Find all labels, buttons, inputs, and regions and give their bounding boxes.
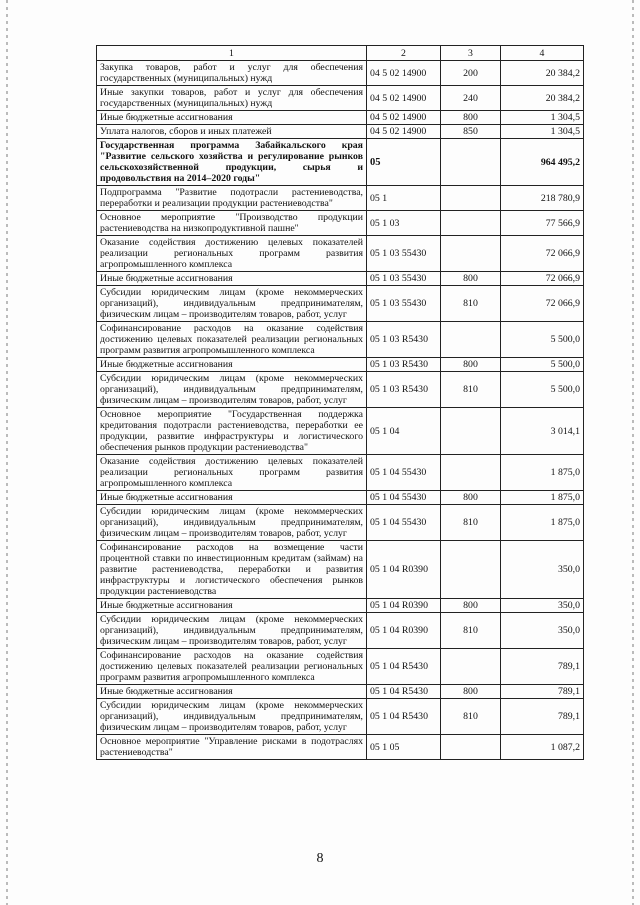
table-row	[97, 139, 584, 186]
row-type-cell: 200	[441, 61, 501, 86]
table-row	[97, 86, 584, 111]
row-name-cell: Иные бюджетные ассигнования	[97, 272, 367, 286]
row-type-cell: 800	[441, 491, 501, 505]
row-type-cell	[441, 139, 501, 186]
row-type-cell	[441, 649, 501, 685]
row-sum-cell: 72 066,9	[501, 272, 584, 286]
row-code-cell: 05 1 04 R0390	[367, 613, 441, 649]
scan-edge-right	[632, 0, 634, 905]
row-name-cell: Оказание содействия достижению целевых показателей реализации региональных программ развития агропромышленного комплекса	[97, 455, 367, 491]
row-sum-cell: 350,0	[501, 599, 584, 613]
table-row	[97, 649, 584, 685]
table-header-row	[97, 46, 584, 61]
row-code-cell: 05 1	[367, 186, 441, 211]
row-code-cell: 05 1 03 R5430	[367, 358, 441, 372]
row-code-cell: 05 1 04 R5430	[367, 649, 441, 685]
row-name-cell: Основное мероприятие "Государственная поддержка кредитования подотрасли растениеводства, переработки ее продукции, развитие инфраструктуры и логистического обеспечения рынков продукции растениеводства"	[97, 408, 367, 455]
table-row	[97, 455, 584, 491]
row-sum-cell: 72 066,9	[501, 236, 584, 272]
row-type-cell	[441, 211, 501, 236]
scan-edge-left	[6, 0, 8, 905]
row-type-cell: 800	[441, 358, 501, 372]
row-sum-cell: 1 875,0	[501, 455, 584, 491]
row-code-cell: 05 1 03 55430	[367, 272, 441, 286]
table-row	[97, 322, 584, 358]
table-body	[97, 61, 584, 760]
row-name-cell: Иные бюджетные ассигнования	[97, 685, 367, 699]
table-row	[97, 613, 584, 649]
row-type-cell: 850	[441, 125, 501, 139]
table-row	[97, 125, 584, 139]
row-type-cell: 800	[441, 599, 501, 613]
header-col-3: 3	[441, 46, 501, 61]
row-type-cell: 810	[441, 372, 501, 408]
row-code-cell: 04 5 02 14900	[367, 111, 441, 125]
row-type-cell	[441, 541, 501, 599]
row-code-cell: 04 5 02 14900	[367, 125, 441, 139]
table-row	[97, 211, 584, 236]
row-code-cell: 05 1 04	[367, 408, 441, 455]
row-name-cell: Основное мероприятие "Производство продукции растениеводства на низкопродуктивной пашне"	[97, 211, 367, 236]
row-type-cell: 810	[441, 699, 501, 735]
row-sum-cell: 789,1	[501, 699, 584, 735]
row-type-cell: 810	[441, 286, 501, 322]
row-name-cell: Подпрограмма "Развитие подотрасли растениеводства, переработки и реализации продукции растениеводства"	[97, 186, 367, 211]
row-type-cell: 810	[441, 613, 501, 649]
row-type-cell: 800	[441, 111, 501, 125]
table-row	[97, 685, 584, 699]
row-code-cell: 05 1 03 55430	[367, 236, 441, 272]
row-sum-cell: 5 500,0	[501, 358, 584, 372]
row-name-cell: Софинансирование расходов на возмещение части процентной ставки по инвестиционным кредитам (займам) на развитие растениеводства, переработки и развития инфраструктуры и логистического обеспечения рынков продукции растениеводства	[97, 541, 367, 599]
row-name-cell: Субсидии юридическим лицам (кроме некоммерческих организаций), индивидуальным предпринимателям, физическим лицам – производителям товаров, работ, услуг	[97, 699, 367, 735]
row-code-cell: 05 1 04 R5430	[367, 685, 441, 699]
row-sum-cell: 1 087,2	[501, 735, 584, 760]
row-sum-cell: 350,0	[501, 613, 584, 649]
header-col-2: 2	[367, 46, 441, 61]
budget-table	[96, 45, 584, 760]
row-type-cell: 810	[441, 505, 501, 541]
row-sum-cell: 789,1	[501, 649, 584, 685]
table-row	[97, 699, 584, 735]
row-type-cell: 800	[441, 685, 501, 699]
row-code-cell: 05 1 03 55430	[367, 286, 441, 322]
row-name-cell: Иные бюджетные ассигнования	[97, 491, 367, 505]
table-row	[97, 541, 584, 599]
table-row	[97, 358, 584, 372]
page-number: 8	[316, 851, 324, 866]
row-sum-cell: 964 495,2	[501, 139, 584, 186]
row-name-cell: Субсидии юридическим лицам (кроме некоммерческих организаций), индивидуальным предпринимателям, физическим лицам – производителям товаров, работ, услуг	[97, 613, 367, 649]
row-code-cell: 05 1 04 55430	[367, 491, 441, 505]
row-name-cell: Основное мероприятие "Управление рисками в подотраслях растениеводства"	[97, 735, 367, 760]
row-code-cell: 05 1 04 R0390	[367, 599, 441, 613]
table-row	[97, 372, 584, 408]
table-row	[97, 272, 584, 286]
row-sum-cell: 5 500,0	[501, 322, 584, 358]
row-name-cell: Софинансирование расходов на оказание содействия достижению целевых показателей реализации региональных программ развития агропромышленного комплекса	[97, 322, 367, 358]
row-name-cell: Иные бюджетные ассигнования	[97, 111, 367, 125]
row-code-cell: 05 1 03 R5430	[367, 372, 441, 408]
table-row	[97, 491, 584, 505]
row-type-cell	[441, 735, 501, 760]
header-col-1: 1	[97, 46, 367, 61]
row-sum-cell: 789,1	[501, 685, 584, 699]
row-sum-cell: 72 066,9	[501, 286, 584, 322]
table-row	[97, 286, 584, 322]
row-type-cell	[441, 408, 501, 455]
row-name-cell: Закупка товаров, работ и услуг для обеспечения государственных (муниципальных) нужд	[97, 61, 367, 86]
row-name-cell: Иные закупки товаров, работ и услуг для обеспечения государственных (муниципальных) нужд	[97, 86, 367, 111]
row-code-cell: 04 5 02 14900	[367, 61, 441, 86]
row-sum-cell: 1 875,0	[501, 505, 584, 541]
row-code-cell: 05	[367, 139, 441, 186]
table-row	[97, 186, 584, 211]
row-type-cell	[441, 236, 501, 272]
table-row	[97, 61, 584, 86]
row-name-cell: Субсидии юридическим лицам (кроме некоммерческих организаций), индивидуальным предпринимателям, физическим лицам – производителям товаров, работ, услуг	[97, 286, 367, 322]
row-type-cell: 240	[441, 86, 501, 111]
table-row	[97, 505, 584, 541]
row-name-cell: Иные бюджетные ассигнования	[97, 358, 367, 372]
row-name-cell: Иные бюджетные ассигнования	[97, 599, 367, 613]
row-code-cell: 05 1 05	[367, 735, 441, 760]
row-sum-cell: 77 566,9	[501, 211, 584, 236]
row-code-cell: 04 5 02 14900	[367, 86, 441, 111]
header-col-4: 4	[501, 46, 584, 61]
row-name-cell: Субсидии юридическим лицам (кроме некоммерческих организаций), индивидуальным предпринимателям, физическим лицам – производителям товаров, работ, услуг	[97, 505, 367, 541]
row-type-cell	[441, 186, 501, 211]
row-code-cell: 05 1 04 55430	[367, 505, 441, 541]
row-type-cell: 800	[441, 272, 501, 286]
row-sum-cell: 20 384,2	[501, 86, 584, 111]
row-sum-cell: 1 875,0	[501, 491, 584, 505]
row-type-cell	[441, 455, 501, 491]
row-code-cell: 05 1 04 R0390	[367, 541, 441, 599]
table-row	[97, 599, 584, 613]
row-name-cell: Софинансирование расходов на оказание содействия достижению целевых показателей реализации региональных программ развития агропромышленного комплекса	[97, 649, 367, 685]
row-name-cell: Уплата налогов, сборов и иных платежей	[97, 125, 367, 139]
row-sum-cell: 350,0	[501, 541, 584, 599]
row-sum-cell: 3 014,1	[501, 408, 584, 455]
row-code-cell: 05 1 04 55430	[367, 455, 441, 491]
table-row	[97, 408, 584, 455]
row-code-cell: 05 1 03 R5430	[367, 322, 441, 358]
row-sum-cell: 5 500,0	[501, 372, 584, 408]
row-type-cell	[441, 322, 501, 358]
row-name-cell: Субсидии юридическим лицам (кроме некоммерческих организаций), индивидуальным предпринимателям, физическим лицам – производителям товаров, работ, услуг	[97, 372, 367, 408]
row-name-cell: Оказание содействия достижению целевых показателей реализации региональных программ развития агропромышленного комплекса	[97, 236, 367, 272]
table-row	[97, 111, 584, 125]
row-code-cell: 05 1 03	[367, 211, 441, 236]
row-code-cell: 05 1 04 R5430	[367, 699, 441, 735]
table-row	[97, 236, 584, 272]
row-name-cell: Государственная программа Забайкальского края "Развитие сельского хозяйства и регулирование рынков сельскохозяйственной продукции, сырья и продовольствия на 2014–2020 годы"	[97, 139, 367, 186]
row-sum-cell: 20 384,2	[501, 61, 584, 86]
row-sum-cell: 1 304,5	[501, 125, 584, 139]
row-sum-cell: 218 780,9	[501, 186, 584, 211]
table-row	[97, 735, 584, 760]
row-sum-cell: 1 304,5	[501, 111, 584, 125]
